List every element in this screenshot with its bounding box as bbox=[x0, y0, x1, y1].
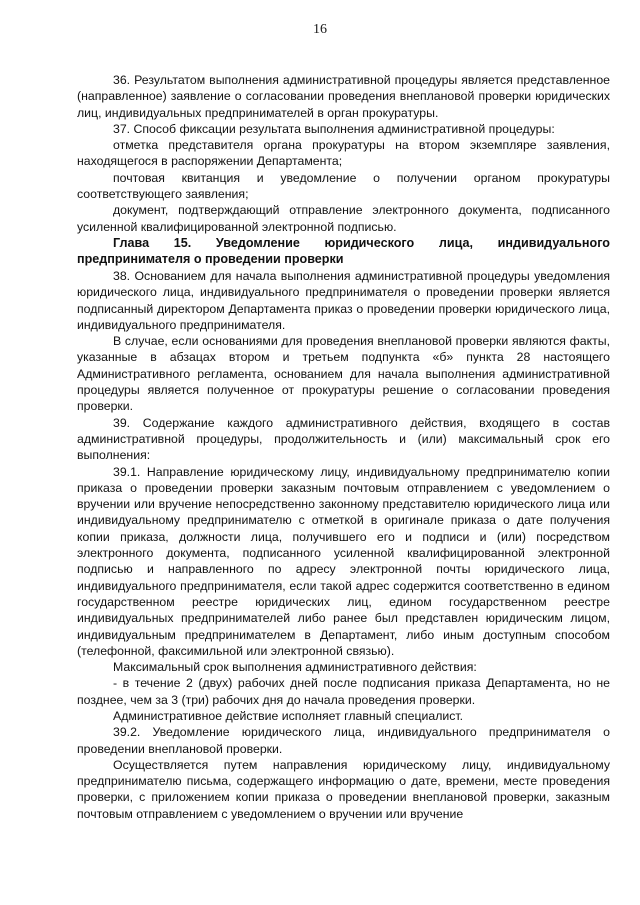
paragraph-37-item-1: отметка представителя органа прокуратуры на втором экземпляре заявления, находящегося в распоряжении Департамента; bbox=[77, 138, 610, 169]
paragraph-39-1-term: - в течение 2 (двух) рабочих дней после подписания приказа Департамента, но не позднее, чем за 3 (три) рабочих дня до начала проведения проверки. bbox=[77, 676, 610, 707]
paragraph-39-2-body: Осуществляется путем направления юридическому лицу, индивидуальному предпринимателю письма, содержащего информацию о дате, времени, месте проведения проверки, с приложением копии приказа о проведении внеплановой проверки, заказным почтовым отправлением с уведомлением о вручении или вручение bbox=[77, 757, 610, 821]
paragraph-39-1-max-term: Максимальный срок выполнения административного действия: bbox=[113, 660, 477, 675]
paragraph-39-2: 39.2. Уведомление юридического лица, индивидуального предпринимателя о проведении внеплановой проверки. bbox=[77, 725, 610, 756]
document-body bbox=[77, 72, 610, 822]
paragraph-39: 39. Содержание каждого административного действия, входящего в состав административной процедуры, продолжительность и (или) максимальный срок его выполнения: bbox=[77, 415, 610, 463]
paragraph-37-item-3: документ, подтверждающий отправление электронного документа, подписанного усиленной квалифицированной электронной подписью. bbox=[77, 203, 610, 234]
paragraph-38-case: В случае, если основаниями для проведения внеплановой проверки являются факты, указанные в абзацах втором и третьем подпункта «б» пункта 28 настоящего Административного регламента, основанием для начала выполнения административной процедуры является полученное от прокуратуры решение о согласовании проведения проверки. bbox=[77, 334, 610, 414]
paragraph-37-item-2: почтовая квитанция и уведомление о получении органом прокуратуры соответствующего заявления; bbox=[77, 170, 610, 202]
page-number: 16 bbox=[313, 22, 327, 37]
paragraph-37: 37. Способ фиксации результата выполнения административной процедуры: bbox=[113, 121, 555, 136]
page-bottom-margin bbox=[0, 893, 640, 905]
paragraph-39-1: 39.1. Направление юридическому лицу, индивидуальному предпринимателю копии приказа о проведении проверки заказным почтовым отправлением с уведомлением о вручении или вручение непосредственно законному представителю юридического лица или индивидуальному предпринимателю с отметкой в оригинале приказа о дате получения копии приказа, должности лица, получившего его и подписи и (или) посредством электронного документа, подписанного усиленной квалифицированной электронной подписью и направленного по адресу электронной почты юридического лица, индивидуального предпринимателя, если такой адрес содержится соответственно в едином государственном реестре юридических лиц, едином государственном реестре индивидуальных предпринимателей либо ранее был представлен юридическим лицом, индивидуальным предпринимателем в Департамент, либо иным доступным способом (телефонной, факсимильной или электронной связью). bbox=[77, 464, 610, 658]
paragraph-38: 38. Основанием для начала выполнения административной процедуры уведомления юридического лица, индивидуального предпринимателя о проведении проверки является подписанный директором Департамента приказ о проведении проверки юридического лица, индивидуального предпринимателя. bbox=[77, 268, 610, 332]
paragraph-36: 36. Результатом выполнения административной процедуры является представленное (направленное) заявление о согласовании проведения внеплановой проверки юридических лиц, индивидуальных предпринимателей в орган прокуратуры. bbox=[77, 73, 610, 120]
chapter-title: Глава 15. Уведомление юридического лица, индивидуального предпринимателя о проведении проверки bbox=[77, 235, 610, 267]
paragraph-39-1-executor: Административное действие исполняет главный специалист. bbox=[113, 708, 464, 723]
